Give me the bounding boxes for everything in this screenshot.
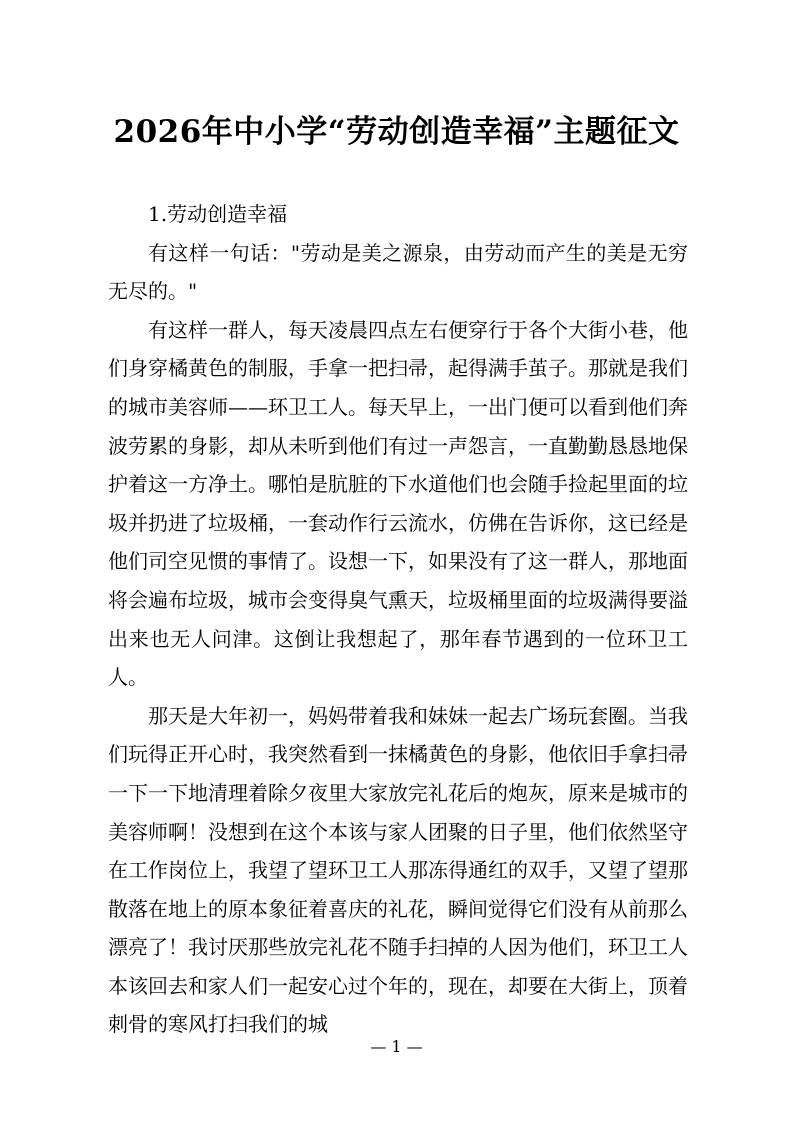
- document-title: 2026年中小学“劳动创造幸福”主题征文: [113, 114, 680, 150]
- page-number: — 1 —: [370, 1037, 423, 1056]
- paragraph-quote: 有这样一句话："劳动是美之源泉，由劳动而产生的美是无穷无尽的。": [108, 240, 688, 304]
- section-heading: 1.劳动创造幸福: [148, 202, 288, 226]
- paragraph-spring-festival: 那天是大年初一，妈妈带着我和妹妹一起去广场玩套圈。当我们玩得正开心时，我突然看到一抹橘黄色的身影，他依旧手拿扫帚一下一下地清理着除夕夜里大家放完礼花后的炮灰，原来是城市的美容师啊！没想到在这个本该与家人团聚的日子里，他们依然坚守在工作岗位上，我望了望环卫工人那冻得通红的双手，又望了望那散落在地上的原本象征着喜庆的礼花，瞬间觉得它们没有从前那么漂亮了！我讨厌那些放完礼花不随手扫掉的人因为他们，环卫工人本该回去和家人们一起安心过个年的，现在，却要在大街上，顶着刺骨的寒风打扫我们的城: [108, 703, 688, 1037]
- document-body: [108, 195, 688, 1044]
- paragraph-sanitation-workers: 有这样一群人，每天凌晨四点左右便穿行于各个大街小巷，他们身穿橘黄色的制服，手拿一把扫帚，起得满手茧子。那就是我们的城市美容师——环卫工人。每天早上，一出门便可以看到他们奔波劳累的身影，却从未听到他们有过一声怨言，一直勤勤恳恳地保护着这一方净土。哪怕是肮脏的下水道他们也会随手捡起里面的垃圾并扔进了垃圾桶，一套动作行云流水，仿佛在告诉你，这已经是他们司空见惯的事情了。设想一下，如果没有了这一群人，那地面将会遍布垃圾，城市会变得臭气熏天，垃圾桶里面的垃圾满得要溢出来也无人问津。这倒让我想起了，那年春节遇到的一位环卫工人。: [108, 317, 688, 690]
